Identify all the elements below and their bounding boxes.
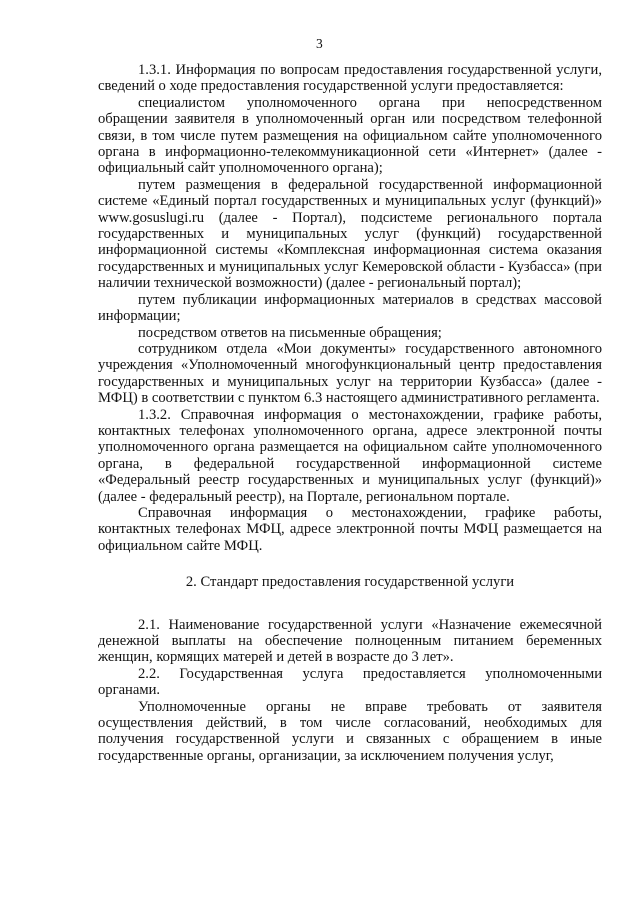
- paragraph-specialist: специалистом уполномоченного органа при непосредственном обращении заявителя в уполномоченный орган или посредством телефонной связи, в том числе путем размещения на официальном сайте уполномоченного органа в информационно-телекоммуникационной сети «Интернет» (далее - официальный сайт уполномоченного органа);: [98, 94, 602, 177]
- paragraph-portal: путем размещения в федеральной государственной информационной системе «Единый портал государственных и муниципальных услуг (функций)» www.gosuslugi.ru (далее - Портал), подсистеме регионального портала государственных и муниципальных услуг (функций) государственной информационной системы «Комплексная информационная система оказания государственных и муниципальных услуг Кемеровской области - Кузбасса» (при наличии технической возможности) (далее - региональный портал);: [98, 176, 602, 292]
- paragraph-1-3-1: 1.3.1. Информация по вопросам предоставления государственной услуги, сведений о ходе предоставления государственной услуги предоставляется:: [98, 62, 602, 95]
- paragraph-written-requests: посредством ответов на письменные обращения;: [138, 324, 442, 341]
- paragraph-1-3-2: 1.3.2. Справочная информация о местонахождении, графике работы, контактных телефонах уполномоченного органа, адресе электронной почты уполномоченного органа размещается на официальном сайте уполномоченного органа, в федеральной государственной информационной системе «Федеральный реестр государственных и муниципальных услуг (функций)» (далее - федеральный реестр), на Портале, региональном портале.: [98, 406, 602, 505]
- paragraph-2-1: 2.1. Наименование государственной услуги «Назначение ежемесячной денежной выплаты на обеспечение полноценным питанием беременных женщин, кормящих матерей и детей в возрасте до 3 лет».: [98, 616, 602, 666]
- page-number: 3: [316, 36, 323, 51]
- paragraph-2-2: 2.2. Государственная услуга предоставляется уполномоченными органами.: [98, 665, 602, 699]
- paragraph-mfc-reference: Справочная информация о местонахождении, графике работы, контактных телефонах МФЦ, адресе электронной почты МФЦ размещается на официальном сайте МФЦ.: [98, 504, 602, 554]
- paragraph-mass-media: путем публикации информационных материалов в средствах массовой информации;: [98, 291, 602, 325]
- section-heading: 2. Стандарт предоставления государственной услуги: [185, 574, 515, 591]
- paragraph-mfc-employee: сотрудником отдела «Мои документы» государственного автономного учреждения «Уполномоченный многофункциональный центр предоставления государственных и муниципальных услуг на территории Кузбасса» (далее - МФЦ) в соответствии с пунктом 6.3 настоящего административного регламента.: [98, 340, 602, 407]
- paragraph-authorities-restriction: Уполномоченные органы не вправе требовать от заявителя осуществления действий, в том числе согласований, необходимых для получения государственной услуги и связанных с обращением в иные государственные органы, организации, за исключением получения услуг,: [98, 698, 602, 764]
- document-body: [98, 62, 602, 764]
